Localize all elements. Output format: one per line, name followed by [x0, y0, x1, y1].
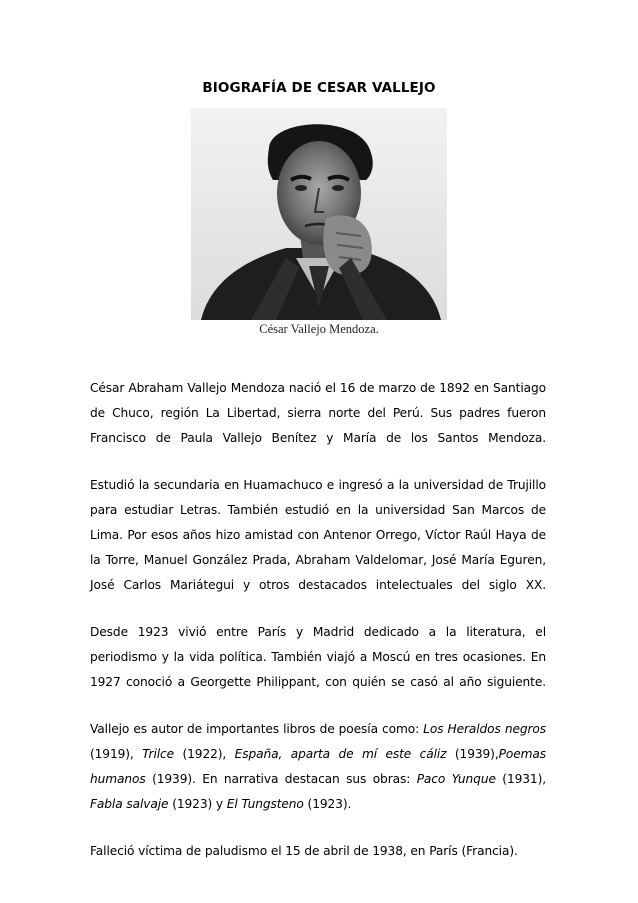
- photo-caption: César Vallejo Mendoza.: [259, 322, 379, 336]
- paragraph-europe: Desde 1923 vivió entre París y Madrid dedicado a la literatura, el periodismo y la vida política. También viajó a Moscú en tres ocasiones. En 1927 conoció a Georgette Philippant, con quién se casó al año siguiente.: [90, 625, 546, 689]
- work-title: El Tungsteno: [226, 797, 304, 811]
- paragraph-studies: Estudió la secundaria en Huamachuco e ingresó a la universidad de Trujillo para estudiar Letras. También estudió en la universidad San Marcos de Lima. Por esos años hizo amistad con Antenor Orrego, Víctor Raúl Haya de la Torre, Manuel González Prada, Abraham Valdelomar, José María Eguren, José Carlos Mariátegui y otros destacados intelectuales del siglo XX.: [90, 478, 546, 592]
- work-title: Fabla salvaje: [90, 797, 169, 811]
- paragraph-death: Falleció víctima de paludismo el 15 de abril de 1938, en París (Francia).: [90, 844, 518, 858]
- paragraph-works: Vallejo es autor de importantes libros de poesía como: Los Heraldos negros (1919), Trilce (1922), España, aparta de mí este cáliz (1939),Poemas humanos (1939). En narrativa destacan sus obras: Paco Yunque (1931), Fabla salvaje (1923) y El Tungsteno (1923).: [90, 722, 547, 811]
- work-title: Paco Yunque: [416, 772, 496, 786]
- work-title: Poemas humanos: [90, 747, 547, 786]
- work-title: España, aparta de mí este cáliz: [234, 747, 447, 761]
- portrait-photo: [191, 108, 447, 320]
- work-title: Los Heraldos negros: [423, 722, 546, 736]
- portrait-image: [191, 108, 447, 320]
- document-title: BIOGRAFÍA DE CESAR VALLEJO: [202, 80, 436, 96]
- work-title: Trilce: [142, 747, 175, 761]
- biography-text: [90, 376, 546, 886]
- paragraph-birth: César Abraham Vallejo Mendoza nació el 16 de marzo de 1892 en Santiago de Chuco, región La Libertad, sierra norte del Perú. Sus padres fueron Francisco de Paula Vallejo Benítez y María de los Santos Mendoza.: [90, 381, 546, 445]
